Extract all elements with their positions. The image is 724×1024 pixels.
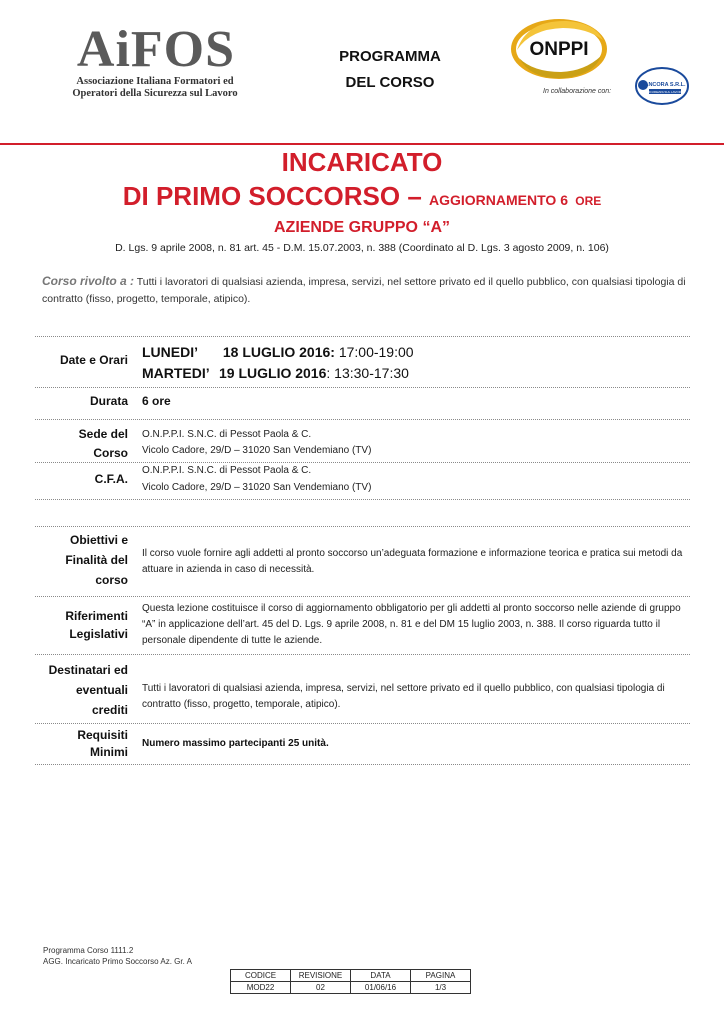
title-ore: ORE bbox=[575, 194, 602, 208]
title-main: DI PRIMO SOCCORSO – bbox=[122, 181, 422, 211]
info-header-pagina: PAGINA bbox=[411, 970, 471, 982]
row-divider bbox=[35, 654, 690, 655]
row-divider bbox=[35, 387, 690, 388]
requirements-label-line1: Requisiti bbox=[77, 728, 128, 742]
info-value-codice: MOD22 bbox=[231, 982, 291, 994]
row-divider bbox=[35, 336, 690, 337]
header-divider bbox=[0, 143, 724, 145]
row-divider bbox=[35, 526, 690, 527]
title-line2 bbox=[0, 180, 724, 217]
info-value-data: 01/06/16 bbox=[351, 982, 411, 994]
footer-line1: Programma Corso 1111.2 bbox=[43, 946, 134, 955]
objectives-label-line2: Finalità del bbox=[65, 553, 128, 567]
info-table-value-row bbox=[231, 982, 471, 994]
info-value-revisione: 02 bbox=[291, 982, 351, 994]
recipients-label-line2: eventuali bbox=[75, 683, 128, 697]
cfa-line1: O.N.P.P.I. S.N.C. di Pessot Paola & C. bbox=[142, 465, 312, 476]
document-info-table bbox=[230, 969, 471, 994]
date-day: MARTEDI’ bbox=[142, 365, 210, 381]
objectives-text: Il corso vuole fornire agli addetti al pronto soccorso un’adeguata formazione e informazione teorica e pratica sui metodi da attuare in azienda in caso di necessità. bbox=[142, 548, 683, 575]
ancora-logo-subtext: SICUREZZA SUL LAVORO bbox=[646, 90, 684, 94]
date-value: 18 LUGLIO 2016: bbox=[222, 344, 335, 360]
target-label: Corso rivolto a : bbox=[42, 274, 135, 288]
objectives-label-line1: Obiettivi e bbox=[69, 533, 128, 547]
info-header-revisione: REVISIONE bbox=[291, 970, 351, 982]
legal-reference: D. Lgs. 9 aprile 2008, n. 81 art. 45 - D.M. 15.07.2003, n. 388 (Coordinato al D. Lgs. 3 agosto 2009, n. 106) bbox=[115, 242, 609, 254]
requirements-text: Numero massimo partecipanti 25 unità. bbox=[142, 738, 329, 749]
aifos-logo-wordmark: AiFOS bbox=[76, 21, 236, 78]
programma-line1: PROGRAMMA bbox=[339, 48, 441, 65]
aifos-subtitle-line1: Associazione Italiana Formatori ed bbox=[76, 76, 234, 87]
cfa-line2: Vicolo Cadore, 29/D – 31020 San Vendemiano (TV) bbox=[142, 482, 372, 493]
cfa-label: C.F.A. bbox=[94, 472, 128, 486]
info-value-pagina: 1/3 bbox=[411, 982, 471, 994]
row-divider bbox=[35, 499, 690, 500]
aifos-logo bbox=[62, 22, 248, 108]
recipients-text: Tutti i lavoratori di qualsiasi azienda, impresa, servizi, nel settore privato ed il quello pubblico, con qualsiasi tipologia di contratto (fisso, progetto, temporale, atipico). bbox=[142, 683, 665, 710]
requirements-label-line2: Minimi bbox=[90, 745, 128, 759]
title-line3: AZIENDE GRUPPO “A” bbox=[273, 219, 450, 236]
collaboration-note: In collaborazione con: bbox=[543, 88, 612, 95]
info-header-data: DATA bbox=[351, 970, 411, 982]
row-divider bbox=[35, 723, 690, 724]
date-row-2 bbox=[142, 362, 409, 384]
footer-note bbox=[43, 945, 192, 967]
title-line1: INCARICATO bbox=[281, 147, 443, 177]
onppi-logo bbox=[507, 14, 611, 84]
recipients-label-line3: crediti bbox=[91, 703, 128, 717]
programma-heading bbox=[300, 44, 480, 96]
venue-line1: O.N.P.P.I. S.N.C. di Pessot Paola & C. bbox=[142, 429, 312, 440]
references-label-line1: Riferimenti bbox=[65, 609, 128, 623]
references-label-line2: Legislativi bbox=[69, 627, 128, 641]
info-header-codice: CODICE bbox=[231, 970, 291, 982]
info-table-header-row bbox=[231, 970, 471, 982]
aifos-subtitle-line2: Operatori della Sicurezza sul Lavoro bbox=[72, 88, 238, 99]
date-day: LUNEDI’ bbox=[142, 344, 198, 360]
date-time: : 13:30-17:30 bbox=[326, 365, 409, 381]
date-time: 17:00-19:00 bbox=[338, 344, 414, 360]
objectives-label-line3: corso bbox=[95, 573, 128, 587]
date-value: 19 LUGLIO 2016 bbox=[219, 365, 327, 381]
programma-line2: DEL CORSO bbox=[345, 74, 435, 91]
target-audience bbox=[42, 271, 692, 308]
footer-line2: AGG. Incaricato Primo Soccorso Az. Gr. A bbox=[43, 957, 192, 966]
row-divider bbox=[35, 764, 690, 765]
venue-label-line2: Corso bbox=[93, 446, 128, 460]
duration-label: Durata bbox=[89, 394, 128, 408]
row-divider bbox=[35, 596, 690, 597]
title-subtitle: AGGIORNAMENTO 6 bbox=[429, 192, 568, 208]
recipients-label-line1: Destinatari ed bbox=[48, 663, 128, 677]
dates-label: Date e Orari bbox=[59, 353, 128, 367]
ancora-logo-text: ANCORA S.R.L. bbox=[644, 82, 686, 88]
venue-label-line1: Sede del bbox=[78, 427, 128, 441]
duration-value: 6 ore bbox=[142, 394, 171, 408]
target-text: Tutti i lavoratori di qualsiasi azienda, impresa, servizi, nel settore privato ed il quello pubblico, con qualsiasi tipologia di contratto (fisso, progetto, temporale, atipico). bbox=[42, 276, 686, 305]
ancora-logo bbox=[634, 66, 690, 106]
onppi-logo-text: ONPPI bbox=[529, 39, 589, 60]
aifos-logo-subtitle bbox=[62, 76, 248, 100]
venue-line2: Vicolo Cadore, 29/D – 31020 San Vendemiano (TV) bbox=[142, 445, 372, 456]
references-text: Questa lezione costituisce il corso di aggiornamento obbligatorio per gli addetti al pronto soccorso nelle aziende di gruppo “A” in applicazione dell’art. 45 del D. Lgs. 9 aprile 2008, n. 81 e del DM 15 luglio 2003, n. 388. Il corso riguarda tutto il personale dipendente di tutte le aziende. bbox=[142, 603, 681, 646]
date-row-1 bbox=[142, 341, 414, 363]
row-divider bbox=[35, 419, 690, 420]
